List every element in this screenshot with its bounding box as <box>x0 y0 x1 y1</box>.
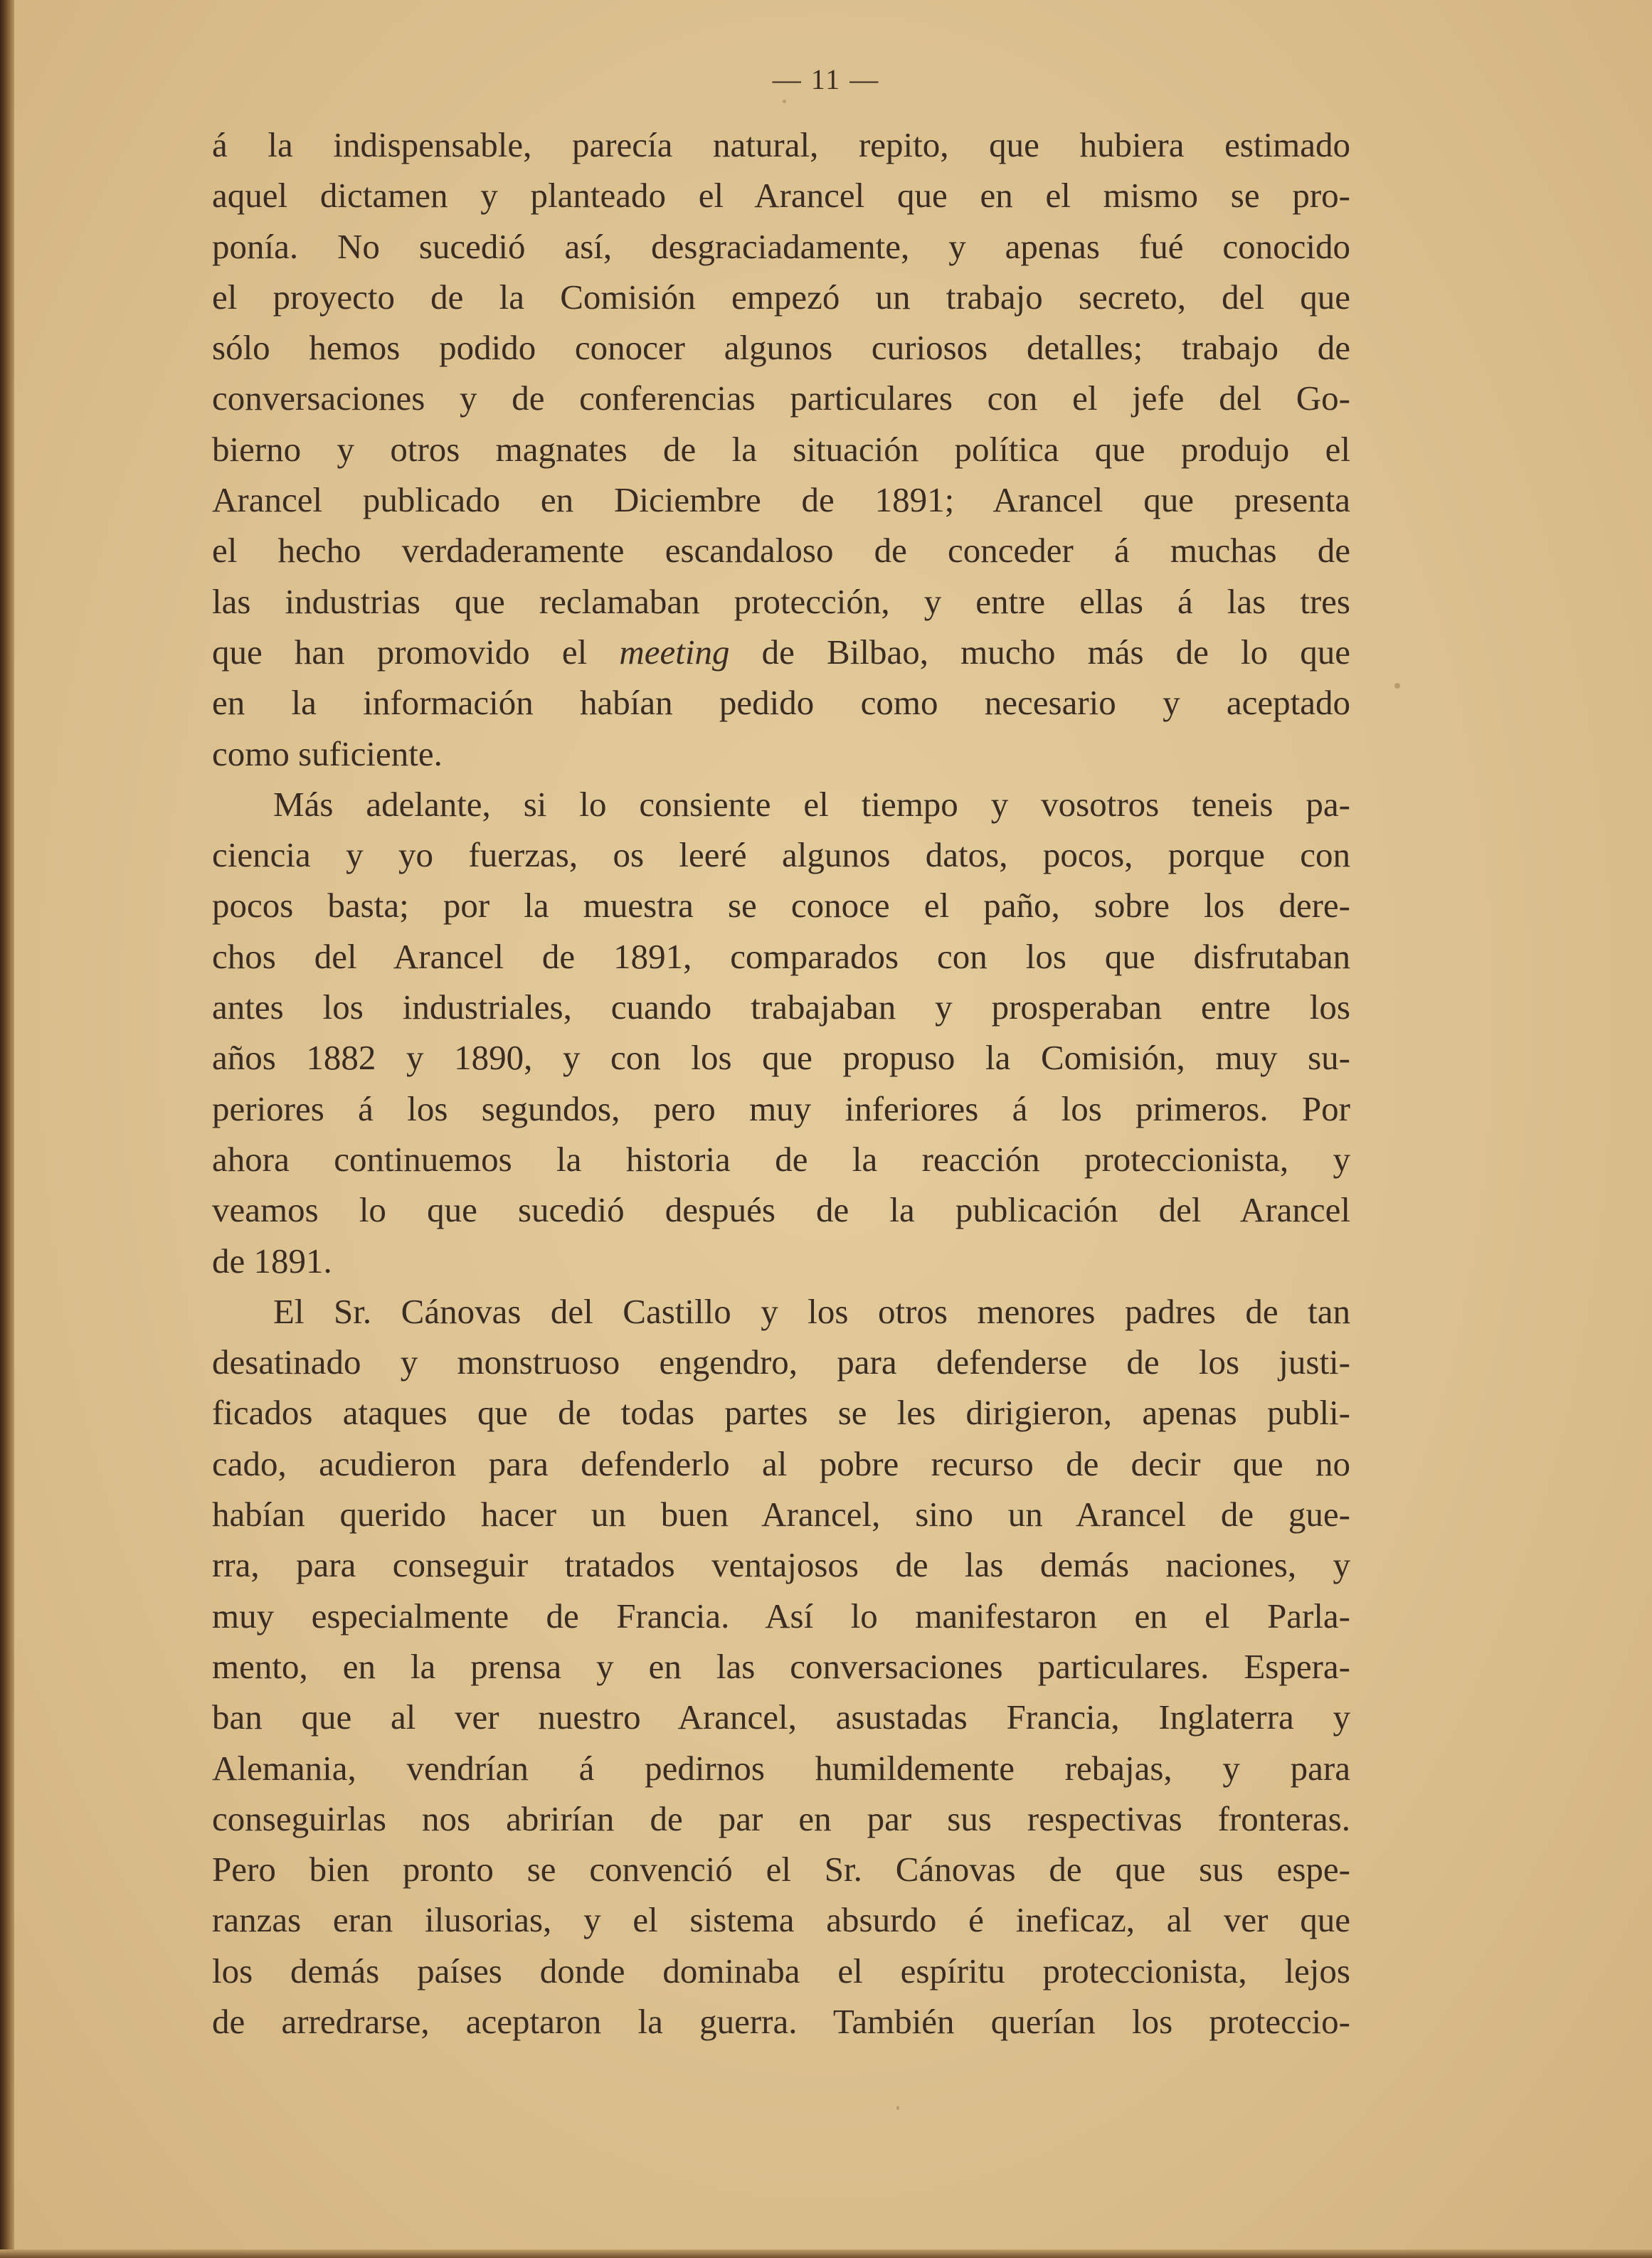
text-line: bierno y otros magnates de la situación política que produjo el <box>212 429 1350 469</box>
text-line: Pero bien pronto se convenció el Sr. Cánovas de que sus espe- <box>212 1850 1350 1889</box>
binding-edge <box>0 0 14 2258</box>
text-line: pocos basta; por la muestra se conoce el paño, sobre los dere- <box>212 886 1350 926</box>
page-number: — 11 — <box>772 63 880 95</box>
text-line: conversaciones y de conferencias particulares con el jefe del Go- <box>212 378 1350 418</box>
text-line: el proyecto de la Comisión empezó un trabajo secreto, del que <box>212 277 1350 317</box>
paper-spot <box>896 2106 899 2110</box>
page-bottom-edge <box>0 2249 1652 2258</box>
text-line: ciencia y yo fuerzas, os leeré algunos datos, pocos, porque con <box>212 835 1350 875</box>
text-line: El Sr. Cánovas del Castillo y los otros menores padres de tan <box>273 1291 1350 1331</box>
text-line: en la información habían pedido como necesario y aceptado <box>212 683 1350 723</box>
text-line: ponía. No sucedió así, desgraciadamente, y apenas fué conocido <box>212 226 1350 266</box>
text-line: periores á los segundos, pero muy inferiores á los primeros. Por <box>212 1088 1350 1128</box>
paper-spot <box>783 100 786 103</box>
text-line: rra, para conseguir tratados ventajosos de las demás naciones, y <box>212 1545 1350 1585</box>
text-line: antes los industriales, cuando trabajaban y prosperaban entre los <box>212 987 1350 1027</box>
text-line: que han promovido el meeting de Bilbao, mucho más de lo que <box>212 632 1351 672</box>
text-line: ahora continuemos la historia de la reacción proteccionista, y <box>212 1139 1350 1179</box>
text-line: cado, acudieron para defenderlo al pobre recurso de decir que no <box>212 1443 1350 1483</box>
paper-spot <box>1394 683 1400 689</box>
text-line: mento, en la prensa y en las conversaciones particulares. Espera- <box>212 1646 1350 1686</box>
text-line: aquel dictamen y planteado el Arancel que en el mismo se pro- <box>212 176 1350 216</box>
text-line: ranzas eran ilusorias, y el sistema absurdo é ineficaz, al ver que <box>212 1900 1350 1940</box>
text-line: como suficiente. <box>212 733 443 773</box>
text-line: el hecho verdaderamente escandaloso de conceder á muchas de <box>212 531 1350 571</box>
text-line: veamos lo que sucedió después de la publicación del Arancel <box>212 1190 1350 1230</box>
text-line: á la indispensable, parecía natural, repito, que hubiera estimado <box>212 125 1350 164</box>
text-line: Arancel publicado en Diciembre de 1891; Arancel que presenta <box>212 480 1350 520</box>
text-line: chos del Arancel de 1891, comparados con los que disfrutaban <box>212 936 1350 976</box>
text-line: de arredrarse, aceptaron la guerra. También querían los proteccio- <box>212 2001 1350 2041</box>
text-line: sólo hemos podido conocer algunos curiosos detalles; trabajo de <box>212 328 1350 368</box>
text-line: Más adelante, si lo consiente el tiempo y vosotros teneis pa- <box>273 784 1350 824</box>
text-line: Alemania, vendrían á pedirnos humildemente rebajas, y para <box>212 1748 1350 1788</box>
text-line: ban que al ver nuestro Arancel, asustadas Francia, Inglaterra y <box>212 1697 1350 1737</box>
body-text <box>212 120 1350 2047</box>
text-line: años 1882 y 1890, y con los que propuso la Comisión, muy su- <box>212 1038 1350 1078</box>
text-line: los demás países donde dominaba el espíritu proteccionista, lejos <box>212 1951 1350 1991</box>
text-line: desatinado y monstruoso engendro, para defenderse de los justi- <box>212 1342 1350 1382</box>
text-line: habían querido hacer un buen Arancel, sino un Arancel de gue- <box>212 1495 1350 1535</box>
text-line: muy especialmente de Francia. Así lo manifestaron en el Parla- <box>212 1596 1350 1636</box>
text-line: ficados ataques que de todas partes se les dirigieron, apenas publi- <box>212 1393 1350 1433</box>
text-line: de 1891. <box>212 1241 332 1281</box>
text-line: conseguirlas nos abrirían de par en par sus respectivas fronteras. <box>212 1798 1350 1838</box>
text-line: las industrias que reclamaban protección, y entre ellas á las tres <box>212 581 1350 621</box>
